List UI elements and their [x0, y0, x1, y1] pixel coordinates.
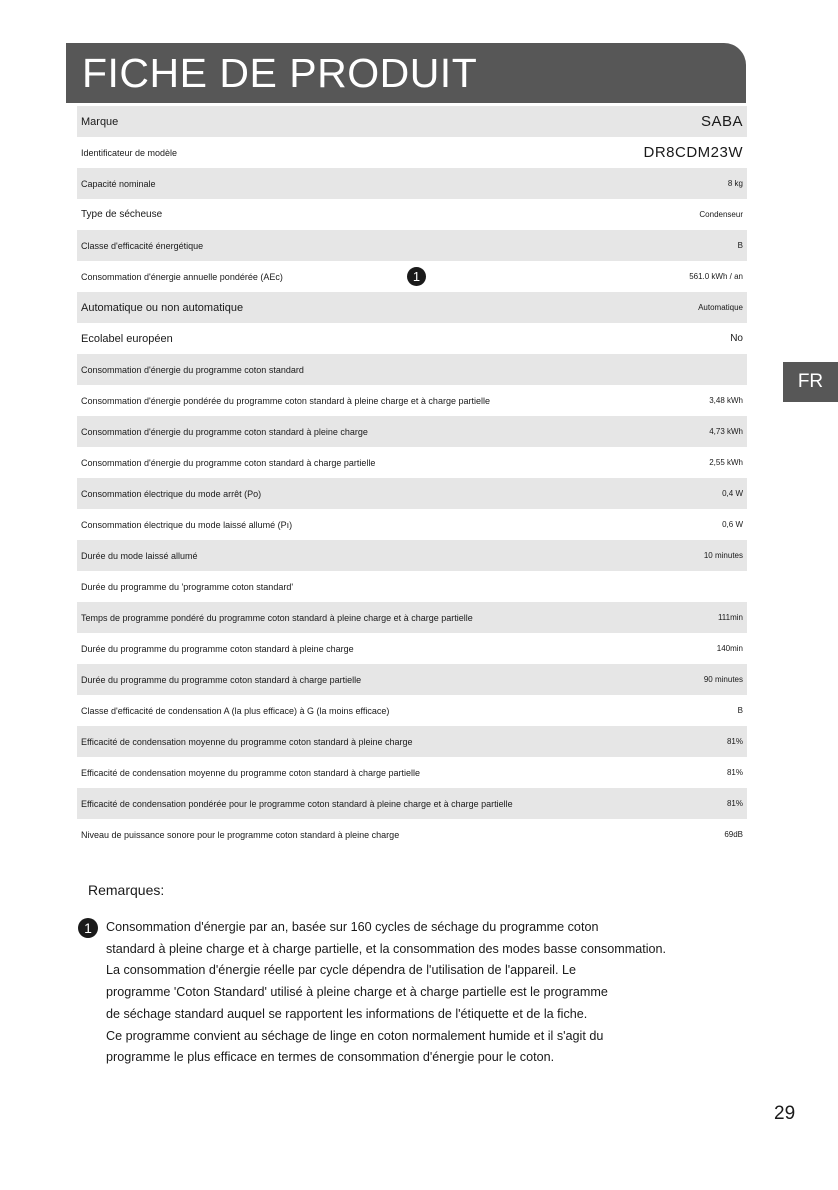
- page-header: [66, 43, 746, 103]
- table-row: [77, 664, 747, 695]
- table-row: [77, 819, 747, 850]
- table-row: [77, 354, 747, 385]
- note-marker-icon: 1: [78, 918, 98, 938]
- row-value: 3,48 kWh: [709, 396, 743, 405]
- row-value: 10 minutes: [703, 551, 743, 560]
- table-row: [77, 478, 747, 509]
- table-row: [77, 199, 747, 230]
- row-label: Consommation électrique du mode arrêt (Po): [81, 488, 262, 499]
- row-label: Durée du programme du programme coton standard à charge partielle: [81, 674, 362, 685]
- language-tab: FR: [783, 362, 838, 402]
- table-row: [77, 540, 747, 571]
- note-line: programme 'Coton Standard' utilisé à pleine charge et à charge partielle est le programme: [106, 985, 608, 1000]
- row-value: 2,55 kWh: [709, 458, 743, 467]
- row-label: Efficacité de condensation moyenne du programme coton standard à charge partielle: [81, 767, 421, 778]
- row-label: Consommation d'énergie du programme coton standard: [81, 364, 304, 375]
- row-label: Consommation d'énergie annuelle pondérée (AEc): [81, 271, 283, 282]
- row-value: B: [737, 706, 743, 715]
- page-number: 29: [774, 1103, 796, 1124]
- row-label: Efficacité de condensation pondérée pour le programme coton standard à pleine charge et à charge partielle: [81, 798, 513, 809]
- table-row: [77, 509, 747, 540]
- row-label: Durée du mode laissé allumé: [81, 550, 198, 561]
- page-title: FICHE DE PRODUIT: [82, 50, 478, 96]
- note-line: standard à pleine charge et à charge partielle, et la consommation des modes basse consommation.: [106, 941, 667, 956]
- table-row: [77, 261, 747, 292]
- row-label: Classe d'efficacité énergétique: [81, 240, 204, 251]
- table-row: [77, 757, 747, 788]
- table-row: [77, 230, 747, 261]
- table-row: [77, 447, 747, 478]
- row-value: 0,6 W: [722, 520, 743, 529]
- row-value: Condenseur: [699, 210, 743, 219]
- table-row: [77, 633, 747, 664]
- table-row: [77, 788, 747, 819]
- row-value: 69dB: [724, 830, 743, 839]
- row-value: 4,73 kWh: [709, 427, 743, 436]
- note-line: Ce programme convient au séchage de linge en coton normalement humide et il s'agit du: [106, 1028, 604, 1043]
- row-label: Automatique ou non automatique: [81, 301, 244, 314]
- row-value: 81%: [726, 799, 743, 808]
- note-line: programme le plus efficace en termes de consommation d'énergie pour le coton.: [106, 1050, 555, 1065]
- row-label: Durée du programme du 'programme coton standard': [81, 581, 294, 592]
- note-line: Consommation d'énergie par an, basée sur 160 cycles de séchage du programme coton: [106, 920, 599, 934]
- table-row: [77, 292, 747, 323]
- product-table: [77, 106, 747, 850]
- row-value: 81%: [726, 737, 743, 746]
- row-value: 111min: [717, 613, 743, 622]
- table-row: [77, 137, 747, 168]
- table-row: [77, 602, 747, 633]
- row-label: Type de sécheuse: [81, 209, 163, 220]
- table-row: [77, 323, 747, 354]
- row-label: Marque: [81, 115, 119, 128]
- row-label: Classe d'efficacité de condensation A (la plus efficace) à G (la moins efficace): [81, 705, 390, 716]
- row-label: Ecolabel européen: [81, 332, 173, 345]
- table-row: [77, 695, 747, 726]
- row-label: Consommation d'énergie pondérée du programme coton standard à pleine charge et à charge partielle: [81, 395, 490, 406]
- row-label: Consommation d'énergie du programme coton standard à charge partielle: [81, 457, 376, 468]
- row-label: Niveau de puissance sonore pour le programme coton standard à pleine charge: [81, 829, 400, 840]
- row-value: B: [737, 241, 743, 250]
- row-value: 81%: [726, 768, 743, 777]
- row-label: Temps de programme pondéré du programme coton standard à pleine charge et à charge partielle: [81, 612, 473, 623]
- row-label: Consommation d'énergie du programme coton standard à pleine charge: [81, 426, 368, 437]
- row-label: Capacité nominale: [81, 178, 156, 189]
- note-line: La consommation d'énergie réelle par cycle dépendra de l'utilisation de l'appareil. Le: [106, 963, 576, 978]
- table-row: [77, 571, 747, 602]
- table-row: [77, 106, 747, 137]
- row-label: Consommation électrique du mode laissé allumé (Pı): [81, 519, 293, 530]
- remarks-note: [106, 917, 746, 1069]
- row-value: 561.0 kWh / an: [689, 272, 743, 281]
- row-label: Identificateur de modèle: [81, 147, 178, 158]
- note-line: de séchage standard auquel se rapportent les informations de l'étiquette et de la fiche.: [106, 1006, 588, 1021]
- table-row: [77, 385, 747, 416]
- note-marker-icon: 1: [407, 267, 426, 286]
- row-label: Durée du programme du programme coton standard à pleine charge: [81, 643, 354, 654]
- row-value: DR8CDM23W: [643, 144, 743, 161]
- row-value: 90 minutes: [703, 675, 743, 684]
- row-value: 140min: [716, 644, 743, 653]
- row-label: Efficacité de condensation moyenne du programme coton standard à pleine charge: [81, 736, 413, 747]
- row-value: No: [730, 333, 743, 344]
- row-value: 0,4 W: [722, 489, 743, 498]
- row-value: 8 kg: [727, 179, 743, 188]
- row-value: SABA: [700, 113, 743, 130]
- row-value: Automatique: [698, 303, 743, 312]
- table-row: [77, 168, 747, 199]
- table-row: [77, 726, 747, 757]
- table-row: [77, 416, 747, 447]
- remarks-title: Remarques:: [88, 882, 165, 898]
